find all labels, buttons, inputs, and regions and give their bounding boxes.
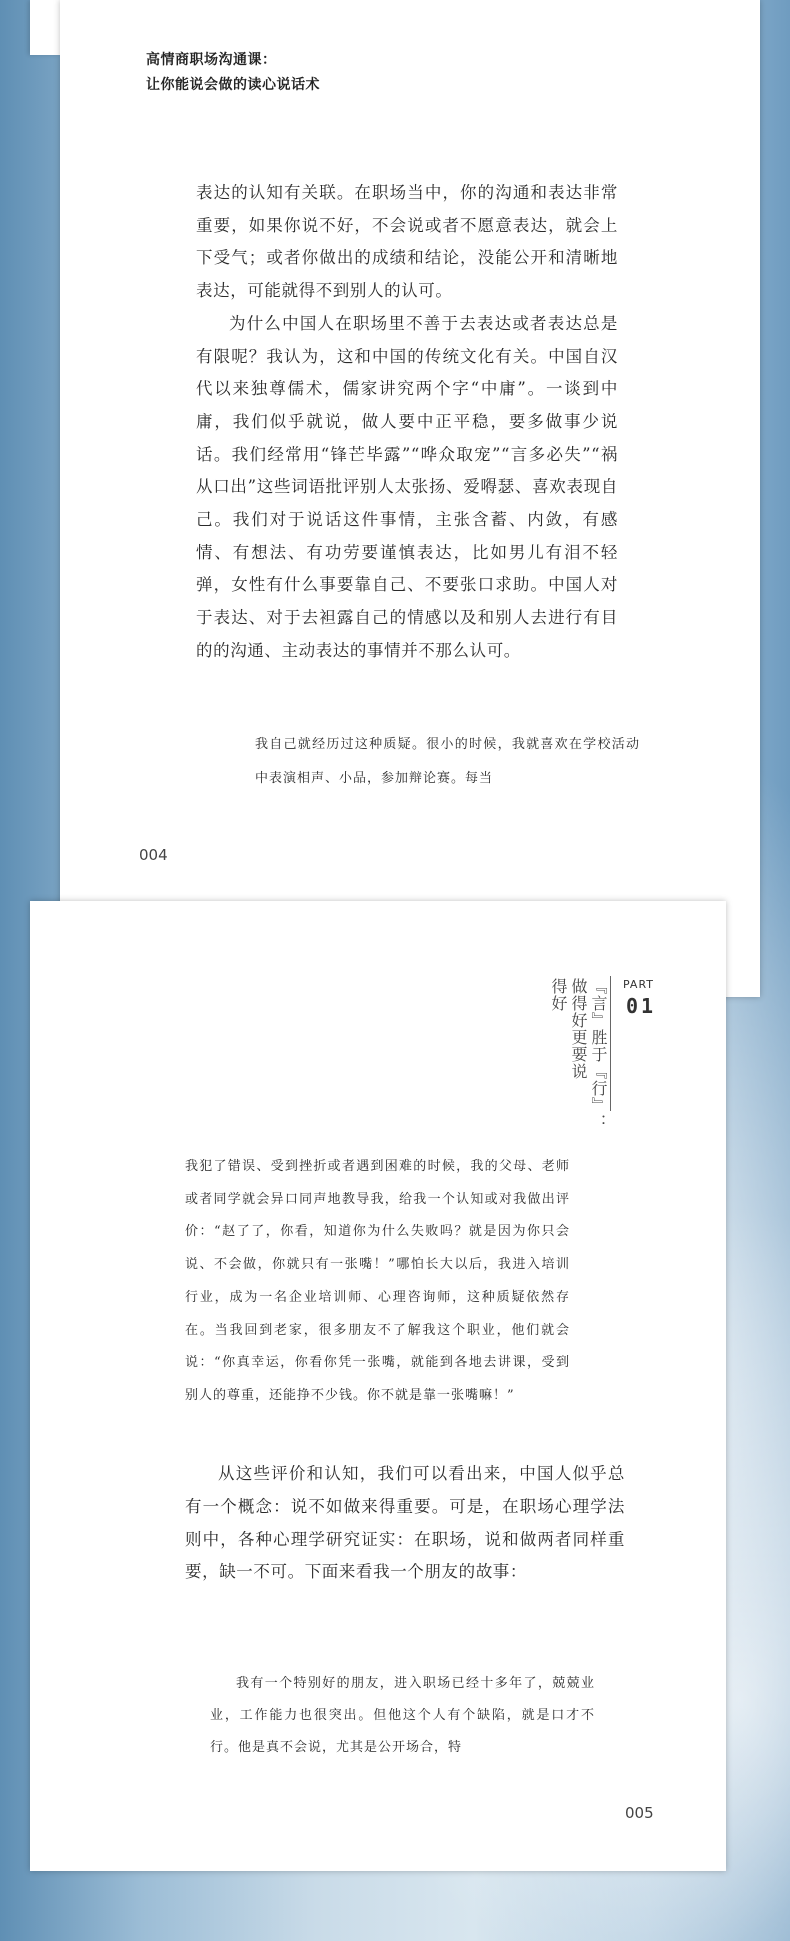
page-number: 004 (139, 846, 168, 864)
page-body-text (196, 177, 618, 668)
quote-paragraph: 我自己就经历过这种质疑。很小的时候，我就喜欢在学校活动中表演相声、小品，参加辩论赛。每当 (255, 737, 640, 786)
quote-block (255, 728, 640, 796)
part-number: 01 (626, 994, 657, 1018)
quote-paragraph: 我犯了错误、受到挫折或者遇到困难的时候，我的父母、老师或者同学就会异口同声地教导我，给我一个认知或对我做出评价：“赵了了，你看，知道你为什么失败吗？就是因为你只会说、不会做，你就只有一张嘴！”哪怕长大以后，我进入培训行业，成为一名企业培训师、心理咨询师，这种质疑依然存在。当我回到老家，很多朋友不了解我这个职业，他们就会说：“你真幸运，你看你凭一张嘴，就能到各地去讲课，受到别人的尊重，还能挣不少钱。你不就是靠一张嘴嘛！” (185, 1159, 570, 1403)
part-label: PART (623, 978, 655, 991)
paragraph: 表达的认知有关联。在职场当中，你的沟通和表达非常重要，如果你说不好，不会说或者不愿意表达，就会上下受气；或者你做出的成绩和结论，没能公开和清晰地表达，可能就得不到别人的认可。 (196, 183, 618, 301)
part-title-column-3: 得好 (549, 978, 568, 1012)
page-number: 005 (625, 1804, 654, 1822)
quote-block (210, 1668, 595, 1764)
book-page-004 (60, 0, 760, 997)
paragraph: 从这些评价和认知，我们可以看出来，中国人似乎总有一个概念：说不如做来得重要。可是，在职场心理学法则中，各种心理学研究证实：在职场，说和做两者同样重要，缺一不可。下面来看我一个朋友的故事： (185, 1464, 625, 1582)
part-title-column-2: 做得好更要说 (569, 978, 588, 1080)
running-header-title: 高情商职场沟通课： (146, 52, 277, 68)
running-header-subtitle: 让你能说会做的读心说话术 (146, 77, 320, 93)
page-edge-tab (30, 0, 60, 55)
quote-block (185, 1151, 570, 1413)
part-title-column-1: 『言』胜于『行』： (589, 978, 608, 1131)
quote-paragraph: 我有一个特别好的朋友，进入职场已经十多年了，兢兢业业，工作能力也很突出。但他这个人有个缺陷，就是口才不行。他是真不会说，尤其是公开场合，特 (210, 1676, 595, 1755)
part-divider-line (610, 976, 611, 1111)
paragraph: 为什么中国人在职场里不善于去表达或者表达总是有限呢？我认为，这和中国的传统文化有关。中国自汉代以来独尊儒术，儒家讲究两个字“中庸”。一谈到中庸，我们似乎就说，做人要中正平稳，要多做事少说话。我们经常用“锋芒毕露”“哗众取宠”“言多必失”“祸从口出”这些词语批评别人太张扬、爱嘚瑟、喜欢表现自己。我们对于说话这件事情，主张含蓄、内敛，有感情、有想法、有功劳要谨慎表达，比如男儿有泪不轻弹，女性有什么事要靠自己、不要张口求助。中国人对于表达、对于去袒露自己的情感以及和别人去进行有目的的沟通、主动表达的事情并不那么认可。 (196, 313, 618, 660)
page-body-text (185, 1458, 625, 1589)
book-page-005 (30, 901, 726, 1871)
